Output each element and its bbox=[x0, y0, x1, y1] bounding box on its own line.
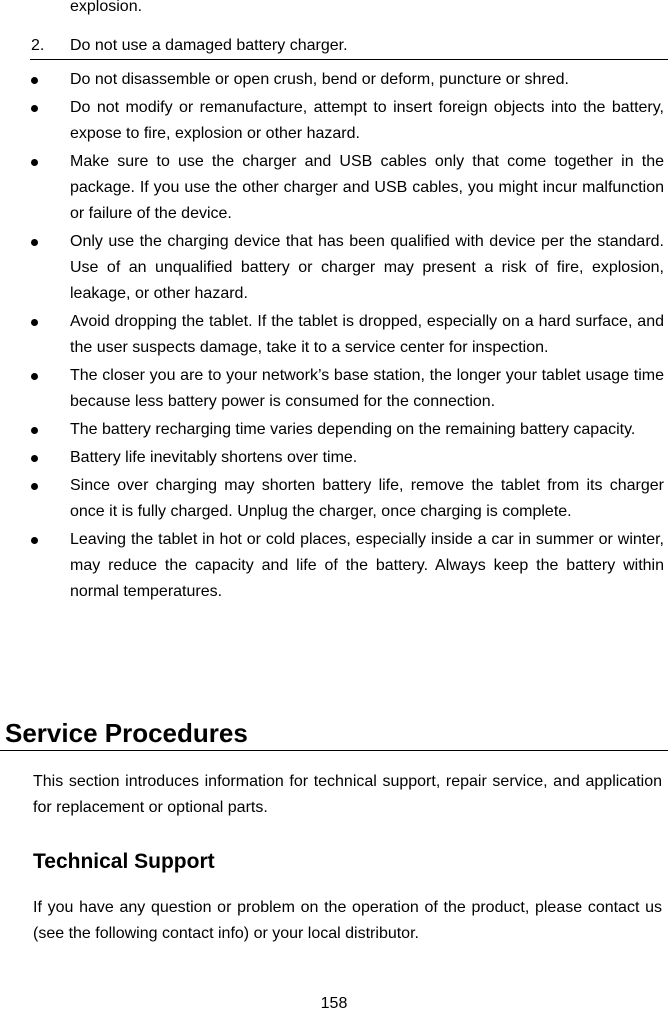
bullet-icon bbox=[31, 427, 38, 434]
bullet-icon bbox=[31, 239, 38, 246]
bullet-icon bbox=[31, 105, 38, 112]
bullet-icon bbox=[31, 319, 38, 326]
bullet-icon bbox=[31, 159, 38, 166]
list-item: Since over charging may shorten battery life, remove the tablet from its charger once it is fully charged. Unplug the charger, once charging is complete. bbox=[0, 473, 668, 525]
section-heading-underline bbox=[0, 750, 668, 751]
list-item: The battery recharging time varies depending on the remaining battery capacity. bbox=[0, 417, 668, 443]
section-intro: This section introduces information for technical support, repair service, and application for replacement or optional parts. bbox=[33, 773, 662, 816]
continued-text: explosion. bbox=[70, 0, 143, 15]
list-item: Do not modify or remanufacture, attempt to insert foreign objects into the battery, expose to fire, explosion or other hazard. bbox=[0, 95, 668, 147]
list-item: The closer you are to your network’s base station, the longer your tablet usage time because less battery power is consumed for the connection. bbox=[0, 363, 668, 415]
bullet-icon bbox=[31, 537, 38, 544]
subsection-heading: Technical Support bbox=[33, 850, 215, 873]
subsection-text: If you have any question or problem on the operation of the product, please contact us (see the following contact info) or your local distributor. bbox=[33, 899, 662, 942]
item-text: Do not use a damaged battery charger. bbox=[70, 37, 348, 54]
section-heading: Service Procedures bbox=[5, 718, 248, 748]
bullet-icon bbox=[31, 77, 38, 84]
list-item: Make sure to use the charger and USB cables only that come together in the package. If you use the other charger and USB cables, you might incur malfunction or failure of the device. bbox=[0, 149, 668, 227]
item-number: 2. bbox=[31, 37, 45, 54]
list-item: Only use the charging device that has been qualified with device per the standard. Use of an unqualified battery or charger may present a risk of fire, explosion, leakage, or other hazard. bbox=[0, 229, 668, 307]
bullet-icon bbox=[31, 373, 38, 380]
page-number: 158 bbox=[320, 995, 348, 1012]
list-item: Leaving the tablet in hot or cold places, especially inside a car in summer or winter, may reduce the capacity and life of the battery. Always keep the battery within normal temperatures. bbox=[0, 527, 668, 605]
list-item: Avoid dropping the tablet. If the tablet is dropped, especially on a hard surface, and the user suspects damage, take it to a service center for inspection. bbox=[0, 309, 668, 361]
bullet-list bbox=[0, 67, 668, 607]
heading-underline bbox=[30, 59, 668, 60]
bullet-icon bbox=[31, 483, 38, 490]
list-item: Do not disassemble or open crush, bend or deform, puncture or shred. bbox=[0, 67, 668, 93]
bullet-icon bbox=[31, 455, 38, 462]
list-item: Battery life inevitably shortens over time. bbox=[0, 445, 668, 471]
